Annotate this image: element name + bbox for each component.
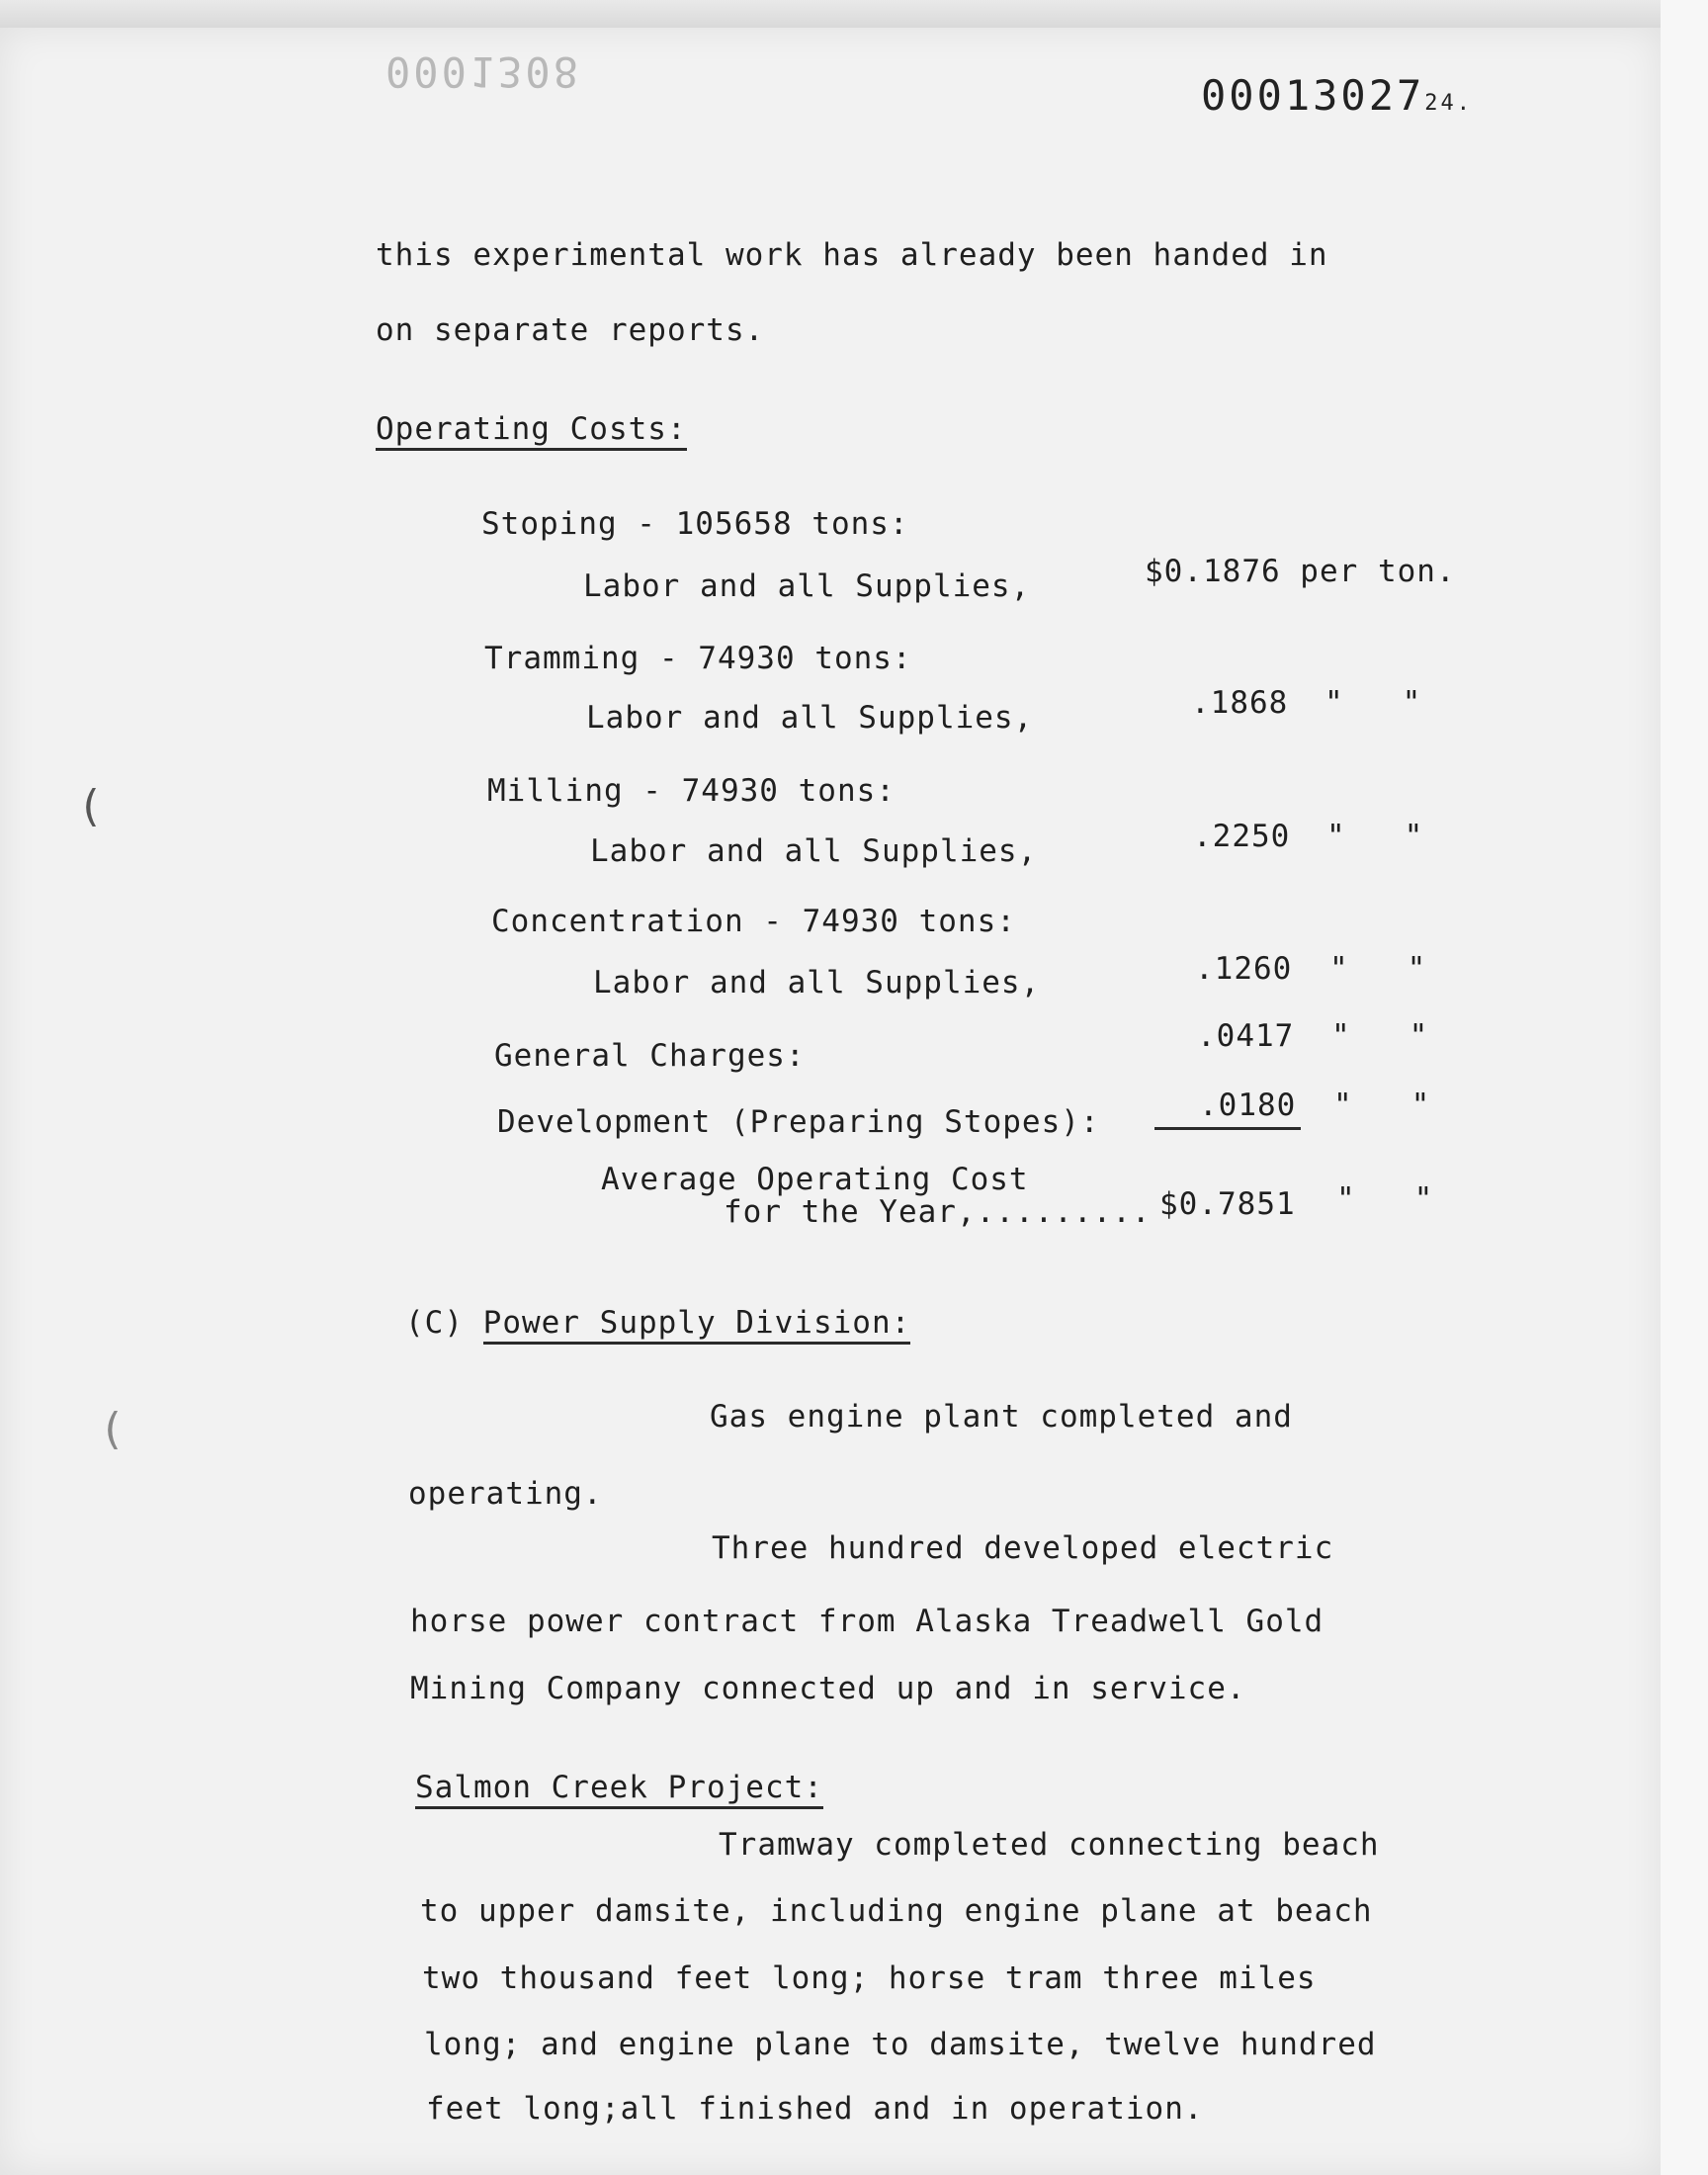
paragraph-line: long; and engine plane to damsite, twelve hundred [424,2027,1377,2062]
paragraph-line: horse power contract from Alaska Treadwell Gold [410,1604,1324,1639]
scan-right-margin [1661,0,1708,2175]
section-heading-power-supply: (C) Power Supply Division: [405,1305,910,1341]
cost-item-value: .0180 [1199,1088,1297,1123]
cost-item-value: .0417 [1197,1018,1295,1054]
faint-bates-stamp: 0001308 [385,47,582,96]
paragraph-line: Tramway completed connecting beach [719,1827,1380,1863]
page-number: 24. [1424,91,1474,116]
cost-item-value: $0.1876 per ton. [1145,554,1456,589]
section-heading-operating-costs: Operating Costs: [376,411,687,447]
margin-mark: ( [99,1404,126,1454]
total-underline [1154,1127,1301,1130]
paragraph-line: Three hundred developed electric [712,1530,1334,1566]
section-heading-salmon-creek: Salmon Creek Project: [415,1770,823,1805]
bates-number: 00013027 [1201,71,1425,120]
paragraph-line: to upper damsite, including engine plane at beach [420,1893,1373,1929]
bates-stamp [1201,71,1473,120]
cost-item-label: Milling - 74930 tons: [487,773,896,809]
ditto-marks: " " [1324,685,1422,721]
cost-item-value: .1260 [1195,951,1293,987]
paragraph-line: Mining Company connected up and in service. [410,1671,1246,1706]
cost-item-label: General Charges: [494,1038,806,1074]
cost-item-label: Labor and all Supplies, [586,700,1034,736]
cost-item-label: Tramming - 74930 tons: [484,641,912,676]
intro-line: this experimental work has already been handed in [376,237,1328,273]
cost-item-value: .2250 [1193,819,1291,854]
cost-item-value: .1868 [1191,685,1289,721]
paragraph-line: feet long;all finished and in operation. [426,2091,1204,2127]
cost-item-label: Labor and all Supplies, [593,965,1041,1000]
ditto-marks: " " [1326,819,1424,854]
paragraph-line: two thousand feet long; horse tram three miles [422,1960,1317,1996]
cost-item-label: Labor and all Supplies, [583,568,1031,604]
margin-mark: ( [77,781,104,831]
paragraph-line: operating. [408,1476,603,1512]
average-cost-label: Average Operating Cost [601,1162,1029,1197]
average-cost-value: $0.7851 [1159,1186,1296,1222]
ditto-marks: " " [1333,1088,1431,1123]
intro-line: on separate reports. [376,312,765,348]
cost-item-label: Labor and all Supplies, [590,833,1038,869]
cost-item-label: Development (Preparing Stopes): [497,1104,1100,1140]
ditto-marks: " " [1329,951,1427,987]
ditto-marks: " " [1331,1018,1429,1054]
cost-item-label: Concentration - 74930 tons: [491,904,1016,939]
average-cost-label: for the Year,......... [724,1194,1152,1230]
paragraph-line: Gas engine plant completed and [710,1399,1293,1435]
ditto-marks: " " [1336,1181,1434,1217]
cost-item-label: Stoping - 105658 tons: [481,506,909,542]
